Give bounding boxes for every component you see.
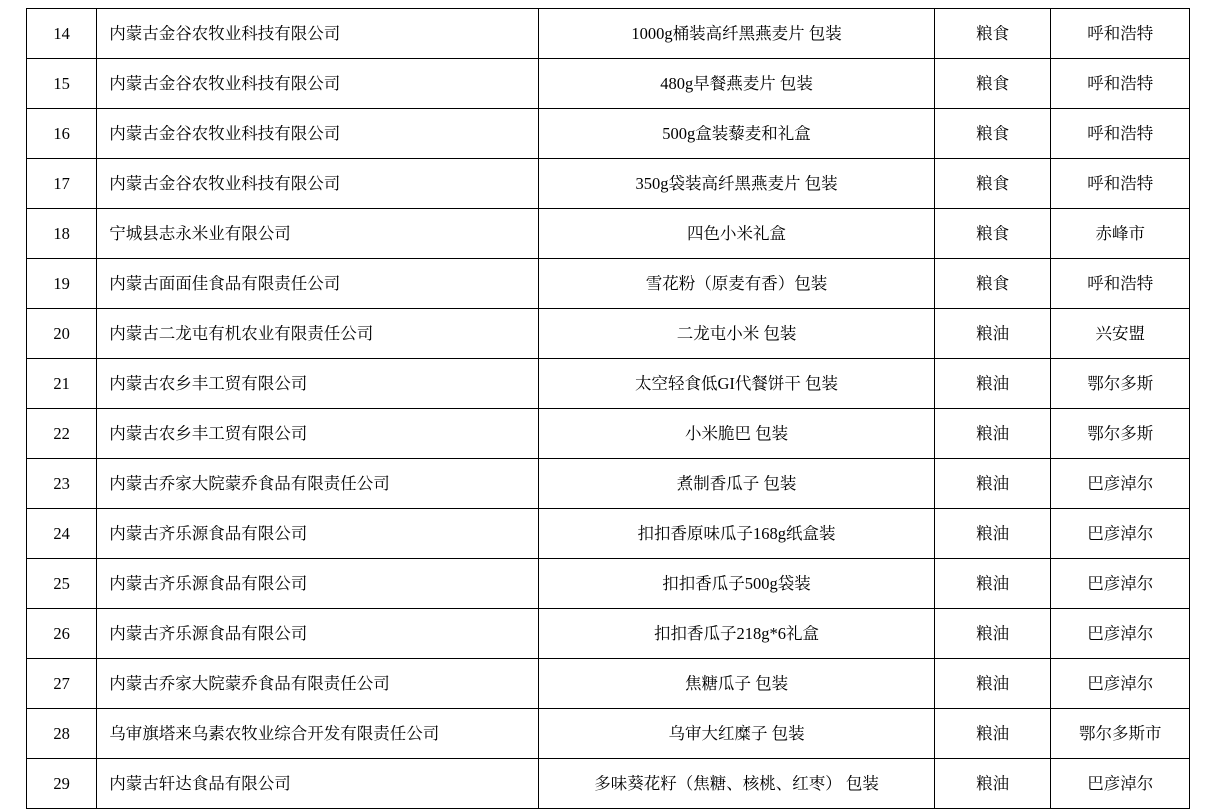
cell-index: 21	[27, 359, 97, 409]
cell-region: 巴彦淖尔	[1051, 459, 1190, 509]
cell-company: 内蒙古农乡丰工贸有限公司	[97, 359, 539, 409]
cell-product: 煮制香瓜子 包装	[539, 459, 935, 509]
table-row	[27, 759, 1190, 809]
table-row	[27, 559, 1190, 609]
cell-index: 27	[27, 659, 97, 709]
cell-region: 呼和浩特	[1051, 159, 1190, 209]
cell-company: 宁城县志永米业有限公司	[97, 209, 539, 259]
cell-index: 24	[27, 509, 97, 559]
cell-product: 扣扣香瓜子218g*6礼盒	[539, 609, 935, 659]
cell-category: 粮食	[934, 209, 1051, 259]
cell-index: 18	[27, 209, 97, 259]
cell-index: 17	[27, 159, 97, 209]
cell-product: 雪花粉（原麦有香）包装	[539, 259, 935, 309]
cell-category: 粮油	[934, 709, 1051, 759]
cell-product: 500g盒装藜麦和礼盒	[539, 109, 935, 159]
cell-index: 14	[27, 9, 97, 59]
cell-company: 内蒙古二龙屯有机农业有限责任公司	[97, 309, 539, 359]
cell-product: 350g袋装高纤黑燕麦片 包装	[539, 159, 935, 209]
cell-region: 鄂尔多斯市	[1051, 709, 1190, 759]
cell-region: 鄂尔多斯	[1051, 409, 1190, 459]
cell-region: 巴彦淖尔	[1051, 509, 1190, 559]
cell-index: 22	[27, 409, 97, 459]
cell-category: 粮食	[934, 109, 1051, 159]
cell-category: 粮食	[934, 9, 1051, 59]
cell-product: 多味葵花籽（焦糖、核桃、红枣） 包装	[539, 759, 935, 809]
table-row	[27, 409, 1190, 459]
cell-category: 粮油	[934, 459, 1051, 509]
cell-index: 15	[27, 59, 97, 109]
cell-index: 28	[27, 709, 97, 759]
cell-product: 焦糖瓜子 包装	[539, 659, 935, 709]
cell-product: 1000g桶装高纤黑燕麦片 包装	[539, 9, 935, 59]
cell-index: 19	[27, 259, 97, 309]
cell-company: 内蒙古齐乐源食品有限公司	[97, 609, 539, 659]
cell-region: 鄂尔多斯	[1051, 359, 1190, 409]
cell-index: 26	[27, 609, 97, 659]
cell-category: 粮油	[934, 409, 1051, 459]
cell-category: 粮食	[934, 159, 1051, 209]
table-row	[27, 509, 1190, 559]
cell-product: 扣扣香瓜子500g袋装	[539, 559, 935, 609]
cell-index: 25	[27, 559, 97, 609]
cell-company: 内蒙古金谷农牧业科技有限公司	[97, 59, 539, 109]
cell-company: 内蒙古齐乐源食品有限公司	[97, 509, 539, 559]
table-row	[27, 109, 1190, 159]
cell-index: 29	[27, 759, 97, 809]
cell-category: 粮油	[934, 359, 1051, 409]
cell-category: 粮油	[934, 509, 1051, 559]
table-row	[27, 309, 1190, 359]
cell-company: 内蒙古面面佳食品有限责任公司	[97, 259, 539, 309]
cell-index: 16	[27, 109, 97, 159]
cell-category: 粮油	[934, 659, 1051, 709]
cell-category: 粮油	[934, 559, 1051, 609]
cell-product: 小米脆巴 包装	[539, 409, 935, 459]
cell-region: 巴彦淖尔	[1051, 559, 1190, 609]
cell-region: 兴安盟	[1051, 309, 1190, 359]
table-row	[27, 659, 1190, 709]
cell-region: 巴彦淖尔	[1051, 609, 1190, 659]
cell-company: 内蒙古乔家大院蒙乔食品有限责任公司	[97, 659, 539, 709]
table-row	[27, 709, 1190, 759]
cell-product: 太空轻食低GI代餐饼干 包装	[539, 359, 935, 409]
cell-region: 呼和浩特	[1051, 9, 1190, 59]
table-row	[27, 259, 1190, 309]
cell-category: 粮油	[934, 609, 1051, 659]
table-body	[27, 9, 1190, 809]
cell-product: 二龙屯小米 包装	[539, 309, 935, 359]
cell-region: 赤峰市	[1051, 209, 1190, 259]
cell-company: 内蒙古金谷农牧业科技有限公司	[97, 159, 539, 209]
cell-product: 乌审大红糜子 包装	[539, 709, 935, 759]
cell-region: 呼和浩特	[1051, 59, 1190, 109]
cell-category: 粮食	[934, 259, 1051, 309]
cell-region: 巴彦淖尔	[1051, 659, 1190, 709]
table-row	[27, 159, 1190, 209]
cell-region: 巴彦淖尔	[1051, 759, 1190, 809]
table-row	[27, 209, 1190, 259]
cell-company: 内蒙古齐乐源食品有限公司	[97, 559, 539, 609]
table-row	[27, 359, 1190, 409]
cell-company: 内蒙古轩达食品有限公司	[97, 759, 539, 809]
cell-category: 粮油	[934, 309, 1051, 359]
cell-index: 20	[27, 309, 97, 359]
cell-company: 内蒙古金谷农牧业科技有限公司	[97, 109, 539, 159]
table-row	[27, 609, 1190, 659]
cell-category: 粮油	[934, 759, 1051, 809]
table-row	[27, 9, 1190, 59]
cell-company: 乌审旗塔来乌素农牧业综合开发有限责任公司	[97, 709, 539, 759]
cell-product: 扣扣香原味瓜子168g纸盒装	[539, 509, 935, 559]
product-list-table	[26, 8, 1190, 809]
cell-region: 呼和浩特	[1051, 109, 1190, 159]
cell-index: 23	[27, 459, 97, 509]
cell-product: 四色小米礼盒	[539, 209, 935, 259]
cell-product: 480g早餐燕麦片 包装	[539, 59, 935, 109]
cell-category: 粮食	[934, 59, 1051, 109]
cell-region: 呼和浩特	[1051, 259, 1190, 309]
cell-company: 内蒙古乔家大院蒙乔食品有限责任公司	[97, 459, 539, 509]
table-row	[27, 59, 1190, 109]
cell-company: 内蒙古农乡丰工贸有限公司	[97, 409, 539, 459]
cell-company: 内蒙古金谷农牧业科技有限公司	[97, 9, 539, 59]
table-row	[27, 459, 1190, 509]
